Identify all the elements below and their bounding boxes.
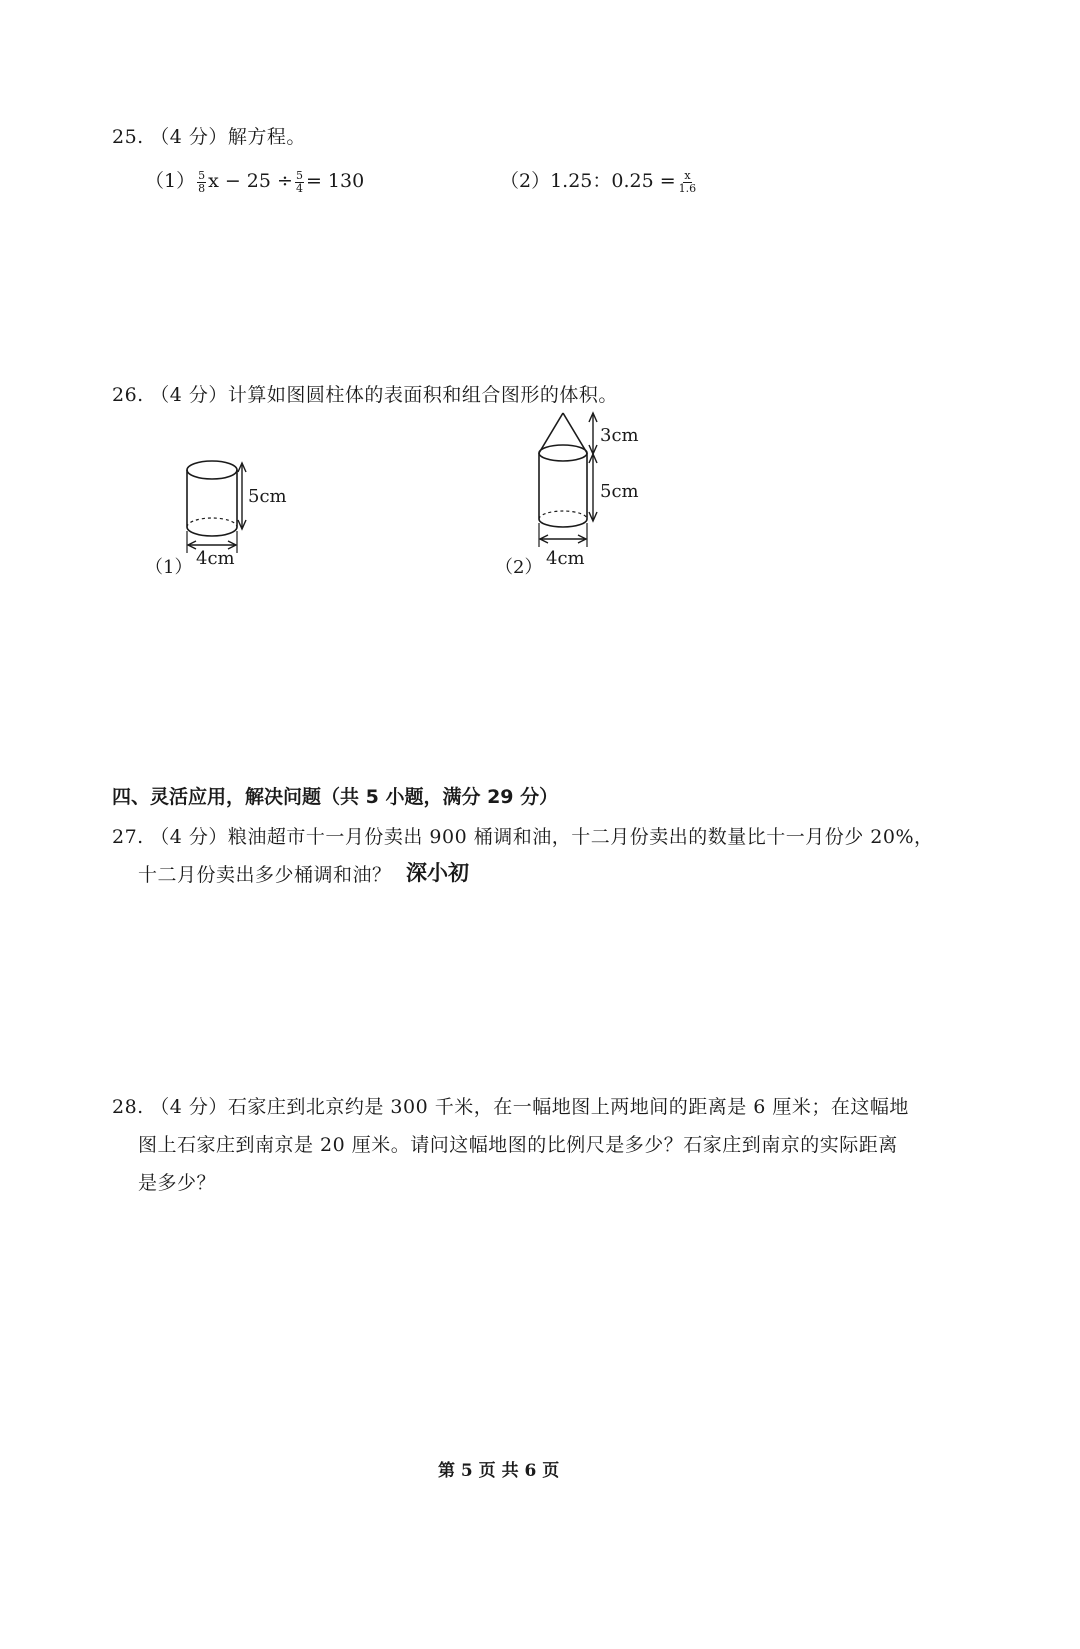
q28-line-3: 是多少？ [138,1172,217,1194]
q26-figure-2-height-label: 5cm [600,481,639,502]
q28-line-1: 28. （4 分）石家庄到北京约是 300 千米，在一幅地图上两地间的距离是 6 厘米；在这幅地 [112,1096,909,1118]
q25-part2-label: （2） [500,170,551,192]
q25-part2-equation [500,166,699,195]
q25-part2-fraction: $\frac{x}{1.6}$ [678,168,697,195]
q26-figure-1-label: （1） [145,557,193,578]
q26-figure-1-height-label: 5cm [248,486,287,507]
watermark-text: 深小初 [406,861,469,885]
page-number: 第 5 页 共 6 页 [438,1461,560,1481]
q25-part2-left: 1.25：0.25 = [550,170,676,192]
q25-part1-tail: = 130 [305,170,365,192]
q26-figure-2-cone-height-label: 3cm [600,425,639,446]
q25-part1-equation [145,166,364,195]
q25-part1-label: （1） [145,170,196,192]
q26-figure-2-label: （2） [495,557,543,578]
q26-figure-2-diameter-label: 4cm [546,548,585,569]
section-4-title: 四、灵活应用，解决问题（共 5 小题，满分 29 分） [112,786,559,808]
q26-figure-1-diameter-label: 4cm [196,548,235,569]
q25-title: 25. （4 分）解方程。 [112,126,306,148]
q26-title: 26. （4 分）计算如图圆柱体的表面积和组合图形的体积。 [112,384,618,406]
q25-part1-fraction-2: $\frac{5}{4}$ [295,168,303,195]
q25-part1-fraction-1: $\frac{5}{8}$ [198,168,206,195]
q27-line-2: 十二月份卖出多少桶调和油？ [138,864,392,886]
q25-part1-middle: x − 25 ÷ [208,170,293,192]
q28-line-2: 图上石家庄到南京是 20 厘米。请问这幅地图的比例尺是多少？石家庄到南京的实际距离 [138,1134,898,1156]
q27-line-1: 27. （4 分）粮油超市十一月份卖出 900 桶调和油，十二月份卖出的数量比十一月份少 20%， [112,826,934,848]
